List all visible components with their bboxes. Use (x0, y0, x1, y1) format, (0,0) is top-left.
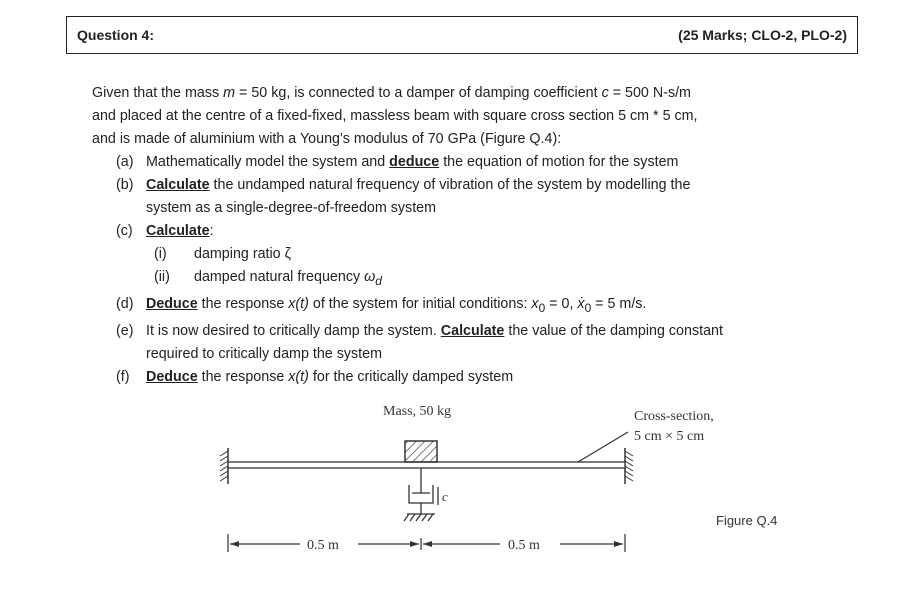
part-e: (e) It is now desired to critically damp the system. Calculate the value of the damping constant (116, 322, 723, 339)
intro-line-1: Given that the mass m = 50 kg, is connected to a damper of damping coefficient c = 500 N-s/m (92, 85, 691, 101)
part-c-ii: (ii) damped natural frequency $\omega_d$ (154, 269, 382, 288)
part-b: (b) Calculate the undamped natural frequency of vibration of the system by modelling the (116, 177, 691, 193)
question-marks: (25 Marks; CLO-2, PLO-2) (678, 27, 847, 43)
question-title: Question 4: (77, 27, 155, 43)
intro-line-3: and is made of aluminium with a Young's modulus of 70 GPa (Figure Q.4): (92, 131, 562, 147)
intro-line-2: and placed at the centre of a fixed-fixed, massless beam with square cross section 5 cm * 5 cm, (92, 108, 698, 124)
part-c-i: (i) damping ratio ζ (154, 246, 291, 262)
cross-section-leader (578, 432, 628, 462)
cross-section-label-2: 5 cm × 5 cm (634, 429, 705, 444)
part-e-continued: required to critically damp the system (146, 345, 382, 362)
part-a: (a) Mathematically model the system and deduce the equation of motion for the system (116, 154, 679, 170)
right-fixed-support (625, 448, 633, 484)
figure-caption: Figure Q.4 (716, 513, 778, 528)
damper-label: c (442, 489, 448, 504)
dimension-lines (228, 534, 625, 552)
dimension-right: 0.5 m (508, 538, 540, 553)
mass-block (405, 441, 437, 462)
cross-section-label-1: Cross-section, (634, 409, 714, 424)
part-d: (d) Deduce the response x(t) of the system for initial conditions: $x_0 = 0$, ẋ$_0$ = 5 m/s. (116, 295, 647, 315)
part-b-continued: system as a single-degree-of-freedom system (146, 200, 437, 216)
beam (228, 462, 625, 468)
part-f: (f) Deduce the response x(t) for the critically damped system (116, 368, 514, 385)
dimension-left: 0.5 m (307, 538, 339, 553)
part-c: (c) Calculate: (116, 223, 214, 239)
damper (404, 468, 438, 521)
left-fixed-support (220, 448, 228, 484)
mass-label: Mass, 50 kg (383, 404, 452, 419)
